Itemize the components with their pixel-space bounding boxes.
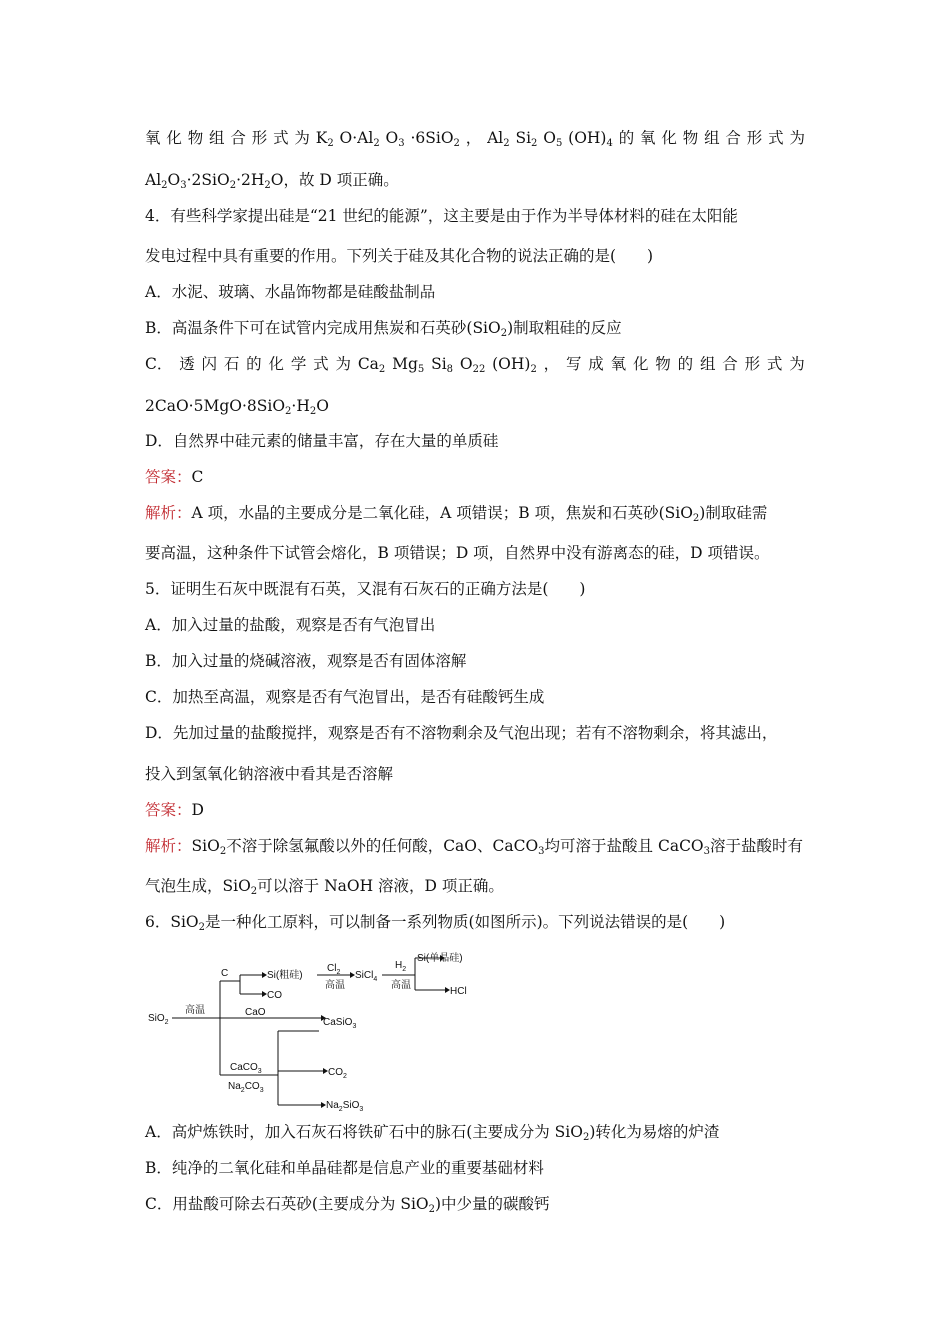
text-segment: 3 [180, 180, 187, 191]
diagram-label-part: SiO [148, 1013, 165, 1024]
text-line [145, 282, 435, 302]
text-segment: $K_2$ [315, 129, 334, 149]
diagram-label-part: CaSiO [323, 1017, 353, 1028]
text-segment: 化 [166, 129, 182, 147]
text-segment: 组 [704, 129, 720, 147]
diagram-label-part: 高温 [325, 980, 345, 991]
text-segment: 化 [268, 355, 285, 373]
text-segment: 氧 [145, 129, 161, 147]
text-line [145, 912, 725, 932]
text-segment: 为 [789, 129, 805, 147]
text-segment: ·2SiO [186, 171, 230, 189]
diagram-label-hcl [450, 986, 467, 997]
diagram-label-part: 高温 [391, 980, 411, 991]
text-segment: 2 [530, 364, 537, 375]
diagram-label-part: CaCO [230, 1062, 258, 1073]
diagram-label-na2sio3 [326, 1100, 363, 1113]
text-line [145, 615, 435, 635]
text-segment: 2 [503, 138, 510, 149]
diagram-label-part: 2 [164, 1019, 169, 1026]
text-line [145, 128, 805, 148]
text-line [145, 354, 805, 374]
diagram-label-co2 [328, 1067, 347, 1080]
text-segment: 2 [309, 406, 317, 417]
text-segment: 氧 [640, 129, 656, 147]
text-segment: 5 [555, 138, 563, 149]
diagram-label-part: CO [267, 990, 282, 1001]
diagram-label-sio2 [148, 1013, 169, 1026]
text-segment: $(OH)_2$ [492, 355, 537, 375]
text-segment: 3 [398, 138, 405, 149]
text-segment: Al [145, 171, 162, 189]
text-segment: 均可溶于盐酸且 CaCO [544, 837, 704, 855]
diagram-label-part: CaO [245, 1007, 266, 1018]
diagram-label-casio3 [323, 1017, 356, 1030]
diagram-label-part: C [221, 968, 229, 979]
text-segment: $O_3$ [385, 129, 405, 149]
text-segment: 2 [219, 846, 227, 857]
text-segment: 2 [198, 922, 206, 933]
text-segment: 合 [725, 129, 741, 147]
text-segment: 2 [582, 1132, 590, 1143]
diagram-label-part: 3 [257, 1068, 262, 1075]
text-line [145, 876, 504, 896]
diagram-label-gaowen3 [391, 978, 411, 991]
text-segment: 形 [746, 129, 763, 147]
text-segment: C． [145, 355, 173, 373]
text-segment: B．高温条件下可在试管内完成用焦炭和石英砂(SiO [145, 319, 501, 337]
text-line [145, 1194, 550, 1214]
text-segment: 组 [209, 129, 225, 147]
diagram-label-si-crude [267, 968, 303, 981]
text-segment: 发电过程中具有重要的作用。下列关于硅及其化合物的说法正确的是( ) [145, 247, 654, 265]
diagram-label-part: Na [228, 1081, 241, 1092]
text-segment: 石 [223, 355, 240, 373]
diagram-label-part: SiO [342, 1100, 360, 1111]
diagram-label-part: SiCl [355, 970, 374, 981]
text-segment: 式 [766, 355, 783, 373]
text-segment: B．加入过量的烧碱溶液，观察是否有固体溶解 [145, 652, 467, 670]
text-line [145, 431, 498, 451]
text-segment: 2 [264, 180, 271, 191]
text-segment: 2 [327, 138, 334, 149]
diagram-label-c [221, 968, 228, 979]
text-segment: 透 [179, 355, 195, 373]
text-segment: 学 [290, 355, 307, 373]
diagram-label-part: Cl [327, 963, 337, 974]
text-segment: 2 [531, 138, 538, 149]
text-line [145, 651, 466, 671]
diagram-label-part: 2 [240, 1087, 245, 1094]
text-line [145, 800, 204, 820]
text-segment: 气泡生成，SiO [145, 877, 251, 895]
text-segment: 2 [428, 1204, 435, 1215]
text-segment: 写 [565, 355, 582, 373]
text-segment: 氧 [610, 355, 627, 373]
text-segment: 成 [588, 355, 604, 373]
text-line [145, 503, 767, 523]
text-line [145, 467, 203, 487]
answer-label: 答案： [145, 468, 192, 486]
text-segment: 合 [230, 129, 246, 147]
text-segment: O [316, 397, 329, 415]
diagram-label-sicl4 [355, 970, 377, 983]
text-line [145, 170, 399, 190]
text-segment: 2 [453, 138, 460, 149]
text-segment: $Si_8$ [431, 355, 454, 375]
diagram-label-part: CO [328, 1067, 343, 1078]
text-segment: 22 [472, 364, 486, 375]
text-segment: 闪 [201, 355, 218, 373]
text-segment: 2 [250, 886, 258, 897]
text-segment: D [191, 801, 204, 819]
text-segment: 为 [335, 355, 351, 373]
text-line [145, 246, 653, 266]
text-segment: 式 [273, 129, 289, 147]
text-segment: A 项，水晶的主要成分是二氧化硅，A 项错误；B 项，焦炭和石英砂(SiO [191, 504, 693, 522]
text-segment: $Si_2$ [515, 129, 538, 149]
text-segment: $O\cdot Al_2$ [339, 129, 380, 149]
text-segment: 化 [632, 355, 649, 373]
text-segment: 物 [655, 355, 671, 373]
text-segment: 5．证明生石灰中既混有石英，又混有石灰石的正确方法是( ) [145, 580, 586, 598]
text-segment: $Ca_2$ [357, 355, 386, 375]
text-segment: A．水泥、玻璃、水晶饰物都是硅酸盐制品 [145, 283, 436, 301]
text-segment: 8 [446, 364, 454, 375]
diagram-label-part: 2 [338, 1106, 343, 1113]
diagram-label-part: 2 [402, 966, 407, 973]
text-segment: C．加热至高温，观察是否有气泡冒出，是否有硅酸钙生成 [145, 688, 545, 706]
text-line [145, 836, 803, 856]
diagram-label-part: 3 [352, 1023, 357, 1030]
answer-label: 解析： [145, 504, 192, 522]
text-segment: 化 [661, 129, 677, 147]
text-segment: 的 [618, 129, 635, 147]
sio2-reaction-diagram [145, 948, 485, 1113]
diagram-label-part: 3 [359, 1106, 364, 1113]
text-line [145, 723, 777, 743]
text-segment: )制取硅需 [699, 504, 768, 522]
text-segment: 2 [378, 364, 386, 375]
text-segment: )转化为易熔的炉渣 [589, 1123, 720, 1141]
text-segment: 要高温，这种条件下试管会熔化，B 项错误；D 项，自然界中没有游离态的硅，D 项错误。 [145, 544, 770, 562]
text-segment: 物 [187, 129, 204, 147]
text-segment: 可以溶于 NaOH 溶液，D 项正确。 [257, 877, 504, 895]
text-segment: 2 [161, 180, 168, 191]
text-segment: 不溶于除氢氟酸以外的任何酸，CaO、CaCO [226, 837, 539, 855]
text-segment: 2CaO·5MgO·8SiO [145, 397, 286, 415]
text-line [145, 687, 544, 707]
text-segment: ·H [291, 397, 310, 415]
diagram-label-h2 [395, 960, 406, 973]
text-segment: 6．SiO [145, 913, 199, 931]
text-segment: ·2H [236, 171, 265, 189]
text-segment: 为 [294, 129, 310, 147]
text-segment: 形 [251, 129, 268, 147]
text-segment: 溶于盐酸时有 [710, 837, 804, 855]
text-segment: 物 [682, 129, 699, 147]
answer-label: 解析： [145, 837, 192, 855]
text-segment: $O_5$ [543, 129, 563, 149]
text-segment: 是一种化工原料，可以制备一系列物质(如图所示)。下列说法错误的是( ) [205, 913, 726, 931]
diagram-label-si-single [417, 951, 463, 964]
text-segment: 4 [606, 138, 613, 149]
text-segment: B．纯净的二氧化硅和单晶硅都是信息产业的重要基础材料 [145, 1159, 544, 1177]
text-segment: ， [465, 129, 482, 147]
text-line [145, 579, 585, 599]
text-segment: 2 [285, 406, 292, 417]
text-segment: $(OH)_4$ [568, 129, 613, 149]
diagram-label-cl2 [327, 963, 340, 976]
text-segment: $Mg_5$ [392, 355, 425, 375]
text-segment: D．先加过量的盐酸搅拌，观察是否有不溶物剩余及气泡出现；若有不溶物剩余，将其滤出， [145, 724, 778, 742]
diagram-label-part: 3 [259, 1087, 264, 1094]
diagram-label-part: 高温 [185, 1005, 205, 1016]
text-line [145, 1122, 719, 1142]
diagram-label-co [267, 990, 282, 1001]
text-segment: 式 [313, 355, 329, 373]
text-segment: A．高炉炼铁时，加入石灰石将铁矿石中的脉石(主要成分为 SiO [145, 1123, 583, 1141]
text-line [145, 1158, 544, 1178]
text-segment: 2 [500, 328, 508, 339]
text-segment: D．自然界中硅元素的储量丰富，存在大量的单质硅 [145, 432, 499, 450]
diagram-label-cao [245, 1007, 266, 1018]
diagram-label-part: H [395, 960, 403, 971]
text-segment: 2 [229, 180, 237, 191]
text-segment: 投入到氢氧化钠溶液中看其是否溶解 [145, 765, 394, 783]
text-segment: 4．有些科学家提出硅是“21 世纪的能源”，这主要是由于作为半导体材料的硅在太阳能 [145, 207, 738, 225]
diagram-label-part: 4 [373, 976, 378, 983]
diagram-label-part: Si(粗硅) [267, 970, 303, 981]
text-line [145, 764, 393, 784]
text-segment: SiO [191, 837, 220, 855]
diagram-label-part: 2 [336, 969, 341, 976]
text-segment: 3 [703, 846, 711, 857]
text-segment: 组 [699, 355, 716, 373]
text-segment: 的 [677, 355, 694, 373]
diagram-label-part: CO [244, 1081, 260, 1092]
text-line [145, 318, 622, 338]
text-segment: 2 [373, 138, 380, 149]
diagram-label-gaowen1 [185, 1003, 205, 1016]
text-segment: 为 [789, 355, 805, 373]
text-line [145, 396, 329, 416]
text-segment: C [191, 468, 204, 486]
text-segment: ， [543, 355, 560, 373]
diagram-label-part: 2 [343, 1073, 347, 1080]
diagram-label-part: Si(单晶硅) [417, 953, 463, 964]
text-segment: O [167, 171, 181, 189]
text-segment: $O_{22}$ [459, 355, 486, 375]
answer-label: 答案： [145, 801, 192, 819]
text-segment: 式 [768, 129, 784, 147]
text-segment: C．用盐酸可除去石英砂(主要成分为 SiO [145, 1195, 429, 1213]
text-segment: A．加入过量的盐酸，观察是否有气泡冒出 [145, 616, 436, 634]
text-segment: )中少量的碳酸钙 [435, 1195, 550, 1213]
text-line [145, 206, 738, 226]
text-segment: 的 [246, 355, 262, 373]
text-segment: 3 [538, 846, 545, 857]
text-segment: 合 [722, 355, 738, 373]
text-segment: 2 [692, 513, 700, 524]
diagram-label-gaowen2 [325, 978, 345, 991]
text-segment: $Al_2$ [487, 129, 510, 149]
diagram-label-caco3 [230, 1062, 262, 1075]
diagram-label-part: Na [326, 1100, 339, 1111]
text-segment: ·6SiO$_2$ [410, 129, 460, 149]
text-segment: )制取粗硅的反应 [507, 319, 622, 337]
diagram-label-part: HCl [450, 986, 467, 997]
text-segment: O，故 D 项正确。 [270, 171, 399, 189]
text-segment: 5 [417, 364, 425, 375]
text-segment: 形 [744, 355, 761, 373]
diagram-label-na2co3 [228, 1081, 264, 1094]
text-line [145, 543, 770, 563]
